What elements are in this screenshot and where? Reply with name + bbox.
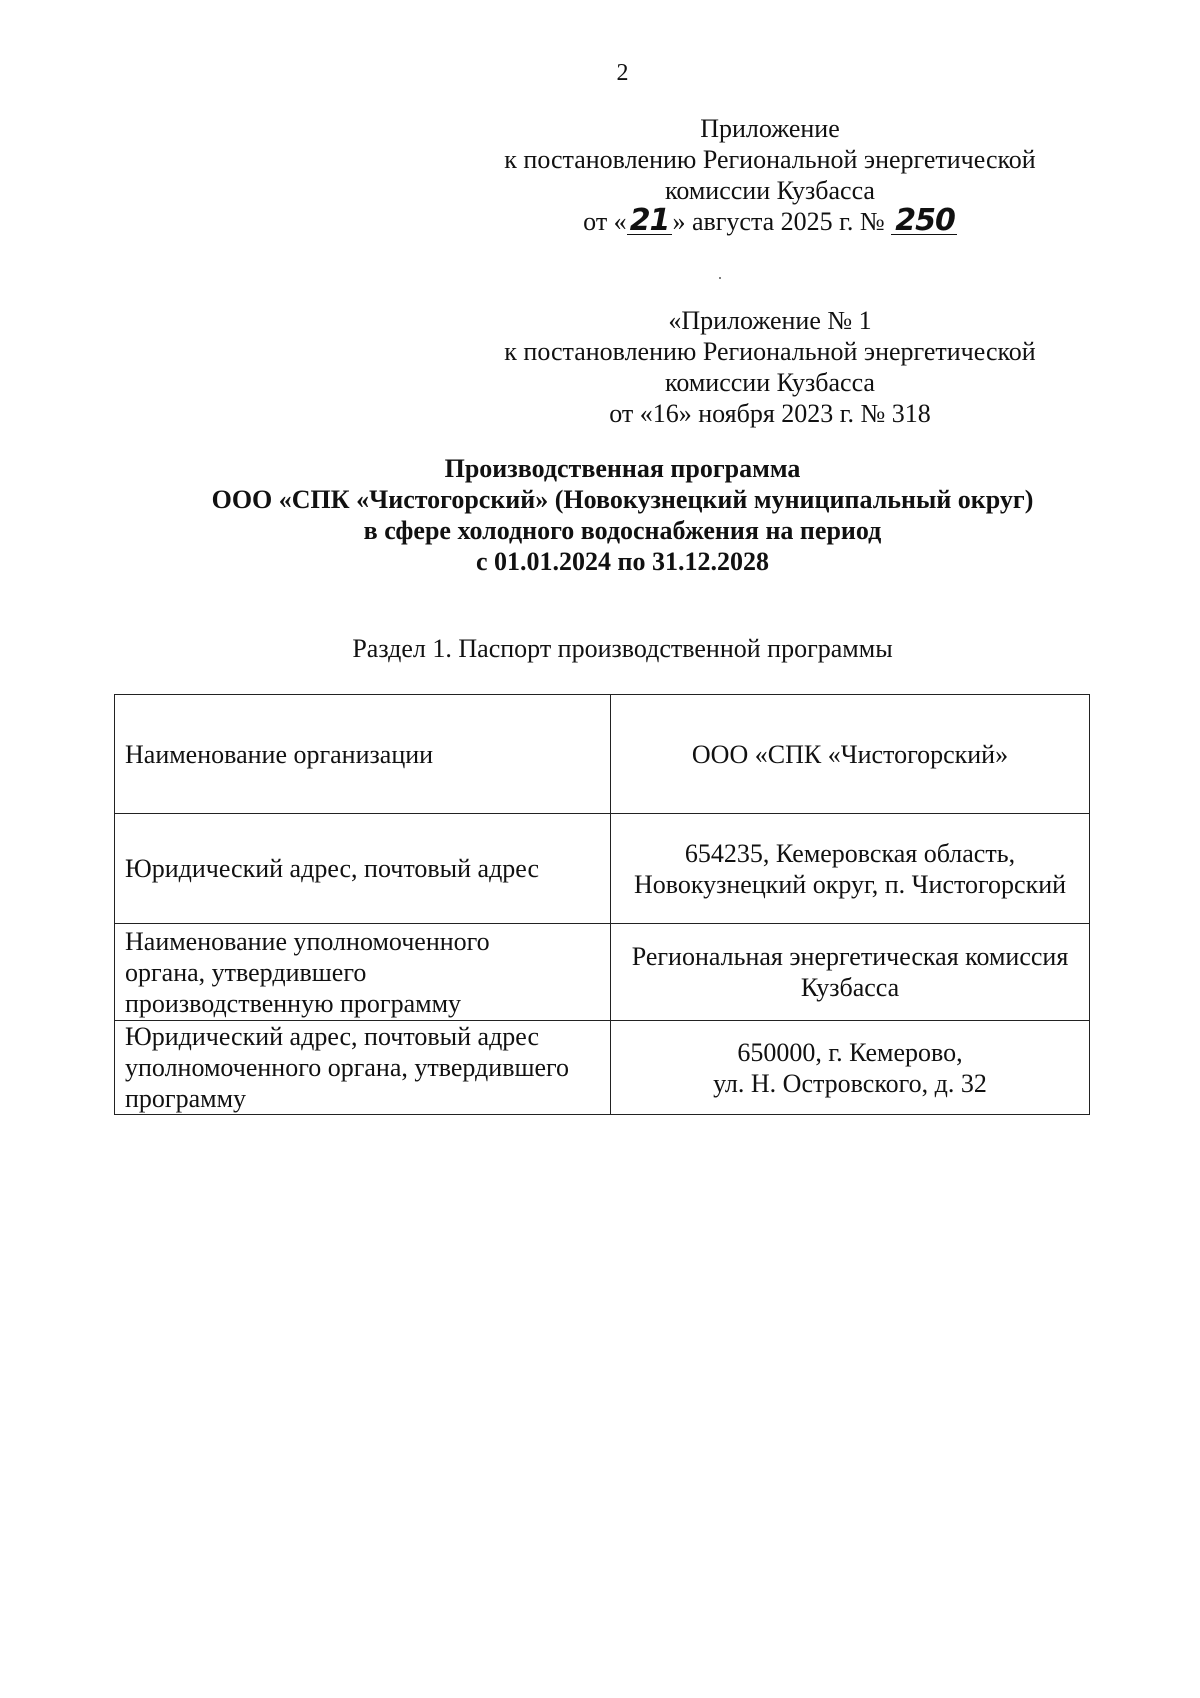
attachment-line: к постановлению Региональной энергетической	[504, 337, 1036, 366]
attachment-line: к постановлению Региональной энергетической	[504, 145, 1036, 174]
label-line: Юридический адрес, почтовый адрес	[125, 1022, 540, 1051]
attachment-date-line	[470, 203, 1070, 238]
passport-table	[114, 694, 1090, 1115]
program-title	[0, 453, 1200, 577]
section-heading: Раздел 1. Паспорт производственной программы	[352, 634, 893, 663]
attachment-header-current	[470, 113, 1070, 237]
table-row	[115, 695, 1090, 814]
table-cell-label	[115, 1021, 611, 1115]
label-line: уполномоченного органа, утвердившего	[125, 1053, 570, 1082]
table-cell-value	[611, 924, 1090, 1021]
attachment-date-line: от «16» ноября 2023 г. № 318	[609, 399, 931, 428]
handwritten-day: 21	[627, 208, 673, 235]
value-line: Новокузнецкий округ, п. Чистогорский	[633, 869, 1067, 899]
value-line: 650000, г. Кемерово,	[737, 1037, 963, 1067]
value-line: ул. Н. Островского, д. 32	[713, 1068, 987, 1098]
page-number: 2	[616, 60, 629, 86]
table-cell-value: ООО «СПК «Чистогорский»	[611, 695, 1090, 814]
attachment-title: «Приложение № 1	[668, 306, 872, 335]
label-line: органа, утвердившего	[125, 957, 367, 987]
label-line: производственную программу	[125, 988, 462, 1018]
scan-speck	[719, 277, 721, 279]
table-row	[115, 924, 1090, 1021]
table-row	[115, 814, 1090, 924]
table-row	[115, 1021, 1090, 1115]
attachment-title: Приложение	[700, 114, 840, 143]
handwritten-number: 250	[891, 208, 957, 235]
table-cell-value	[611, 814, 1090, 924]
table-cell-label: Юридический адрес, почтовый адрес	[115, 814, 611, 924]
program-title-line: в сфере холодного водоснабжения на период	[363, 516, 882, 545]
attachment-header-original	[470, 305, 1070, 429]
date-prefix: от «	[583, 207, 627, 236]
table-cell-label	[115, 924, 611, 1021]
program-title-line: ООО «СПК «Чистогорский» (Новокузнецкий муниципальный округ)	[211, 485, 1034, 514]
value-line: Кузбасса	[800, 973, 900, 1002]
program-title-line: Производственная программа	[444, 454, 801, 483]
label-line: программу	[125, 1084, 247, 1113]
date-middle: » августа 2025 г. №	[672, 207, 885, 236]
attachment-line: комиссии Кузбасса	[665, 176, 875, 205]
value-line: 654235, Кемеровская область,	[684, 838, 1016, 868]
label-line: Наименование уполномоченного	[125, 926, 490, 956]
table-cell-value	[611, 1021, 1090, 1115]
value-line: Региональная энергетическая комиссия	[631, 942, 1069, 971]
table-cell-label: Наименование организации	[115, 695, 611, 814]
attachment-line: комиссии Кузбасса	[665, 368, 875, 397]
program-title-line: с 01.01.2024 по 31.12.2028	[475, 547, 770, 576]
